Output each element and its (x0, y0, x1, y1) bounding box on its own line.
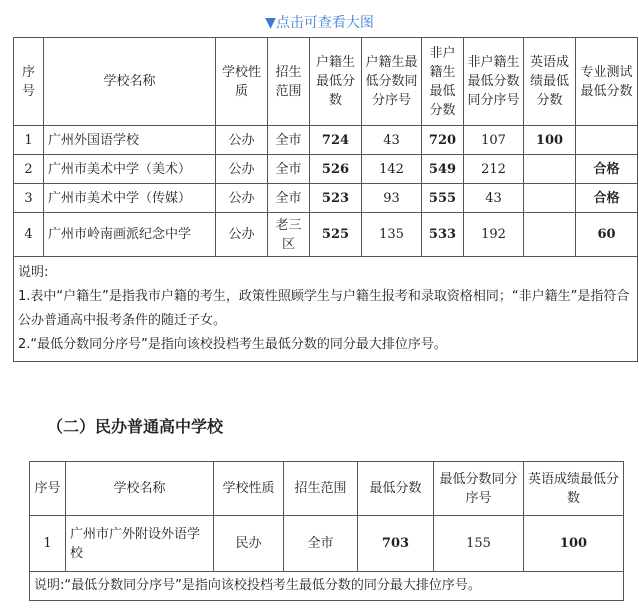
table-notes (14, 257, 638, 362)
note-heading: 说明: (18, 265, 49, 280)
cell-index: 2 (14, 155, 44, 184)
header-cell: 招生范围 (268, 38, 310, 126)
table-row (14, 155, 638, 184)
header-cell: 户籍生最低分数同分序号 (362, 38, 422, 126)
cell-nonresident-min-score: 549 (422, 155, 464, 184)
cell-school-type: 公办 (216, 126, 268, 155)
cell-school-type: 公办 (216, 184, 268, 213)
header-cell: 专业测试最低分数 (576, 38, 638, 126)
cell-school-name: 广州市美术中学（传媒） (44, 184, 216, 213)
cell-nonresident-rank: 212 (464, 155, 524, 184)
cell-min-score: 703 (358, 516, 434, 572)
cell-nonresident-rank: 107 (464, 126, 524, 155)
header-cell: 最低分数 (358, 462, 434, 516)
section-title: （二）民办普通高中学校 (47, 417, 224, 436)
table-row (14, 213, 638, 257)
cell-resident-min-score: 523 (310, 184, 362, 213)
cell-index: 3 (14, 184, 44, 213)
table-row (14, 184, 638, 213)
cell-scope: 老三区 (268, 213, 310, 257)
cell-resident-min-score: 724 (310, 126, 362, 155)
cell-test-min: 合格 (576, 155, 638, 184)
cell-english-min (524, 155, 576, 184)
cell-scope: 全市 (284, 516, 358, 572)
table-row (30, 516, 624, 572)
header-cell: 学校性质 (216, 38, 268, 126)
header-cell: 学校性质 (214, 462, 284, 516)
table-header-row (14, 38, 638, 126)
header-cell: 学校名称 (66, 462, 214, 516)
cell-nonresident-rank: 192 (464, 213, 524, 257)
cell-english-min (524, 213, 576, 257)
header-cell: 户籍生最低分数 (310, 38, 362, 126)
table-notes-row (30, 572, 624, 601)
cell-nonresident-min-score: 720 (422, 126, 464, 155)
cell-english-min: 100 (524, 126, 576, 155)
view-large-image-link[interactable]: ▼点击可查看大图 (265, 15, 374, 31)
header-cell: 非户籍生最低分数同分序号 (464, 38, 524, 126)
header-cell: 非户籍生最低分数 (422, 38, 464, 126)
cell-scope: 全市 (268, 155, 310, 184)
table-header-row (30, 462, 624, 516)
cell-school-type: 公办 (216, 213, 268, 257)
header-cell: 招生范围 (284, 462, 358, 516)
cell-school-name: 广州市美术中学（美术） (44, 155, 216, 184)
cell-nonresident-rank: 43 (464, 184, 524, 213)
cell-index: 4 (14, 213, 44, 257)
cell-school-name: 广州市岭南画派纪念中学 (44, 213, 216, 257)
cell-resident-rank: 43 (362, 126, 422, 155)
cell-school-name: 广州市广外附设外语学校 (66, 516, 214, 572)
header-cell: 英语成绩最低分数 (524, 462, 624, 516)
cell-scope: 全市 (268, 126, 310, 155)
table-row (14, 126, 638, 155)
cell-nonresident-min-score: 533 (422, 213, 464, 257)
cell-resident-rank: 93 (362, 184, 422, 213)
cell-english-min: 100 (524, 516, 624, 572)
note-item: 1.表中“户籍生”是指我市户籍的考生，政策性照顾学生与户籍生报考和录取资格相同；“非户籍生”是指符合公办普通高中报考条件的随迁子女。 (18, 289, 630, 328)
note-item: 2.“最低分数同分序号”是指向该校投档考生最低分数的同分最大排位序号。 (18, 337, 447, 352)
cell-resident-rank: 135 (362, 213, 422, 257)
cell-school-type: 民办 (214, 516, 284, 572)
header-cell: 序号 (14, 38, 44, 126)
header-cell: 序号 (30, 462, 66, 516)
cell-resident-min-score: 525 (310, 213, 362, 257)
cell-resident-rank: 142 (362, 155, 422, 184)
header-cell: 学校名称 (44, 38, 216, 126)
cell-nonresident-min-score: 555 (422, 184, 464, 213)
table-notes: 说明:“最低分数同分序号”是指向该校投档考生最低分数的同分最大排位序号。 (30, 572, 624, 601)
cell-resident-min-score: 526 (310, 155, 362, 184)
cell-scope: 全市 (268, 184, 310, 213)
table-notes-row (14, 257, 638, 362)
cell-test-min: 合格 (576, 184, 638, 213)
cell-school-type: 公办 (216, 155, 268, 184)
cell-test-min (576, 126, 638, 155)
public-school-table (13, 37, 638, 362)
cell-test-min: 60 (576, 213, 638, 257)
cell-school-name: 广州外国语学校 (44, 126, 216, 155)
cell-english-min (524, 184, 576, 213)
private-school-table (29, 461, 624, 601)
header-cell: 最低分数同分序号 (434, 462, 524, 516)
cell-rank: 155 (434, 516, 524, 572)
header-cell: 英语成绩最低分数 (524, 38, 576, 126)
cell-index: 1 (30, 516, 66, 572)
cell-index: 1 (14, 126, 44, 155)
